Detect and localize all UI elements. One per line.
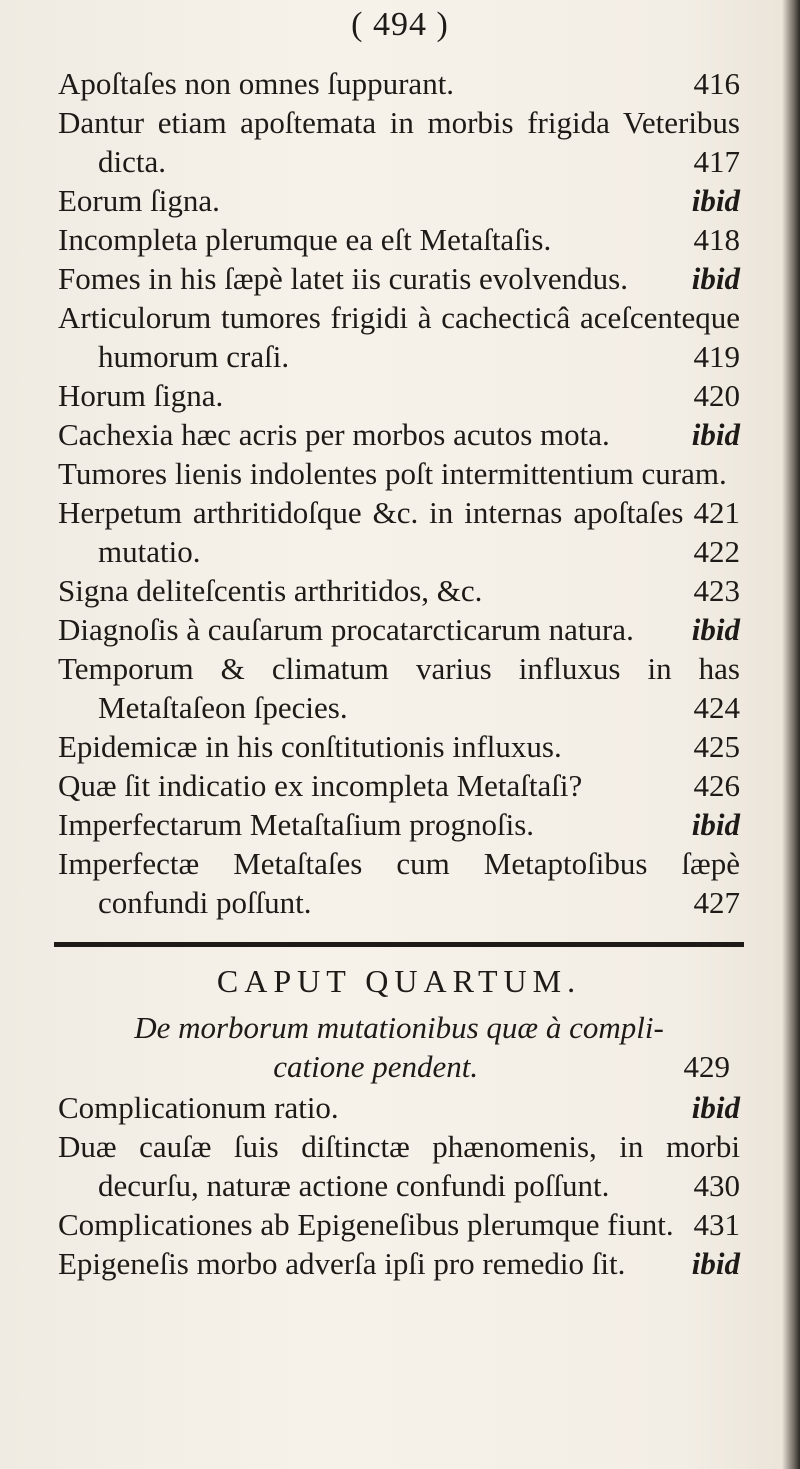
entry-list	[58, 64, 740, 922]
entry-page-ref: ibid	[691, 807, 740, 842]
entry-text: Imperfectæ Metaſtaſes cum Metaptoſibus ſæpè confundi poſſunt.	[58, 846, 740, 920]
entry-text: Quæ ſit indicatio ex incompleta Metaſtaſi?	[58, 768, 583, 803]
entry-text: Diagnoſis à cauſarum procatarcticarum natura.	[58, 612, 634, 647]
index-entry	[58, 64, 740, 103]
index-entry	[58, 1127, 740, 1205]
index-entry	[58, 1205, 740, 1244]
index-entry	[58, 805, 740, 844]
index-entry	[58, 571, 740, 610]
entry-page-ref: 427	[693, 885, 740, 920]
entry-text: Eorum ſigna.	[58, 183, 220, 218]
index-entry	[58, 181, 740, 220]
index-entry	[58, 103, 740, 181]
entry-text: Apoſtaſes non omnes ſuppurant.	[58, 66, 455, 101]
entry-page-ref: 417	[693, 144, 740, 179]
entry-text: Epigeneſis morbo adverſa ipſi pro remedio ſit.	[58, 1246, 626, 1281]
entry-page-ref: 420	[693, 378, 740, 413]
entry-text: Complicationes ab Epigeneſibus plerumque fiunt.	[58, 1207, 674, 1242]
index-entry	[58, 610, 740, 649]
entry-text: Epidemicæ in his conſtitutionis influxus.	[58, 729, 562, 764]
chapter-title: CAPUT QUARTUM.	[216, 963, 582, 999]
index-entry	[58, 298, 740, 376]
entry-text: Fomes in his ſæpè latet iis curatis evolvendus.	[58, 261, 628, 296]
entry-page-ref: ibid	[691, 183, 740, 218]
entry-page-ref: 422	[693, 534, 740, 569]
entry-text: Dantur etiam apoſtemata in morbis frigida Veteribus dicta.	[58, 105, 740, 179]
entry-page-ref: 424	[693, 690, 740, 725]
entry-text: Duæ cauſæ ſuis diſtinctæ phænomenis, in morbi decurſu, naturæ actione confundi poſſunt.	[58, 1129, 740, 1203]
page-edge-shadow	[782, 0, 800, 1469]
chapter-subtitle-line1: De morborum mutationibus quæ à compli-	[134, 1010, 664, 1045]
index-entry	[58, 415, 740, 454]
entry-page-ref: 416	[693, 66, 740, 101]
entry-page-ref: ibid	[691, 1090, 740, 1125]
index-entry	[58, 220, 740, 259]
index-entry	[58, 727, 740, 766]
entry-page-ref: 425	[693, 729, 740, 764]
entry-page-ref: 419	[693, 339, 740, 374]
chapter-subtitle-page: 429	[683, 1049, 730, 1084]
entry-page-ref: 426	[693, 768, 740, 803]
index-entry	[58, 376, 740, 415]
index-entry	[58, 493, 740, 571]
entry-page-ref: ibid	[691, 1246, 740, 1281]
entry-text: Complicationum ratio.	[58, 1090, 339, 1125]
entry-text: Temporum & climatum varius influxus in has Metaſtaſeon ſpecies.	[58, 651, 740, 725]
entry-text: Imperfectarum Metaſtaſium prognoſis.	[58, 807, 535, 842]
entry-text: Incompleta plerumque ea eſt Metaſtaſis.	[58, 222, 552, 257]
chapter-subtitle-line2: catione pendent.	[273, 1049, 479, 1084]
index-entry	[58, 766, 740, 805]
entry-text: Cachexia hæc acris per morbos acutos mota.	[58, 417, 610, 452]
index-content	[58, 64, 740, 1283]
index-entry	[58, 1244, 740, 1283]
entry-page-ref: ibid	[691, 417, 740, 452]
entry-page-ref: 421	[693, 495, 740, 530]
index-entry	[58, 844, 740, 922]
chapter-entry-list	[58, 1088, 740, 1283]
entry-page-ref: ibid	[691, 261, 740, 296]
section-divider	[54, 942, 744, 947]
entry-page-ref: 431	[693, 1207, 740, 1242]
entry-page-ref: 423	[693, 573, 740, 608]
entry-page-ref: 418	[693, 222, 740, 257]
chapter-subtitle-line2-wrap	[68, 1047, 730, 1086]
index-entry	[58, 259, 740, 298]
page-number-header: ( 494 )	[351, 6, 449, 43]
chapter-subtitle	[58, 1008, 740, 1086]
index-entry	[58, 1088, 740, 1127]
entry-page-ref: ibid	[691, 612, 740, 647]
entry-text: Horum ſigna.	[58, 378, 224, 413]
entry-text: Tumores lienis indolentes poſt intermittentium curam.	[58, 456, 727, 491]
index-entry	[58, 649, 740, 727]
entry-text: Articulorum tumores frigidi à cachecticâ aceſcenteque humorum craſi.	[58, 300, 740, 374]
index-entry	[58, 454, 740, 530]
entry-page-ref: 430	[693, 1168, 740, 1203]
entry-text: Herpetum arthritidoſque &c. in internas apoſtaſes mutatio.	[58, 495, 684, 569]
entry-text: Signa deliteſcentis arthritidos, &c.	[58, 573, 483, 608]
